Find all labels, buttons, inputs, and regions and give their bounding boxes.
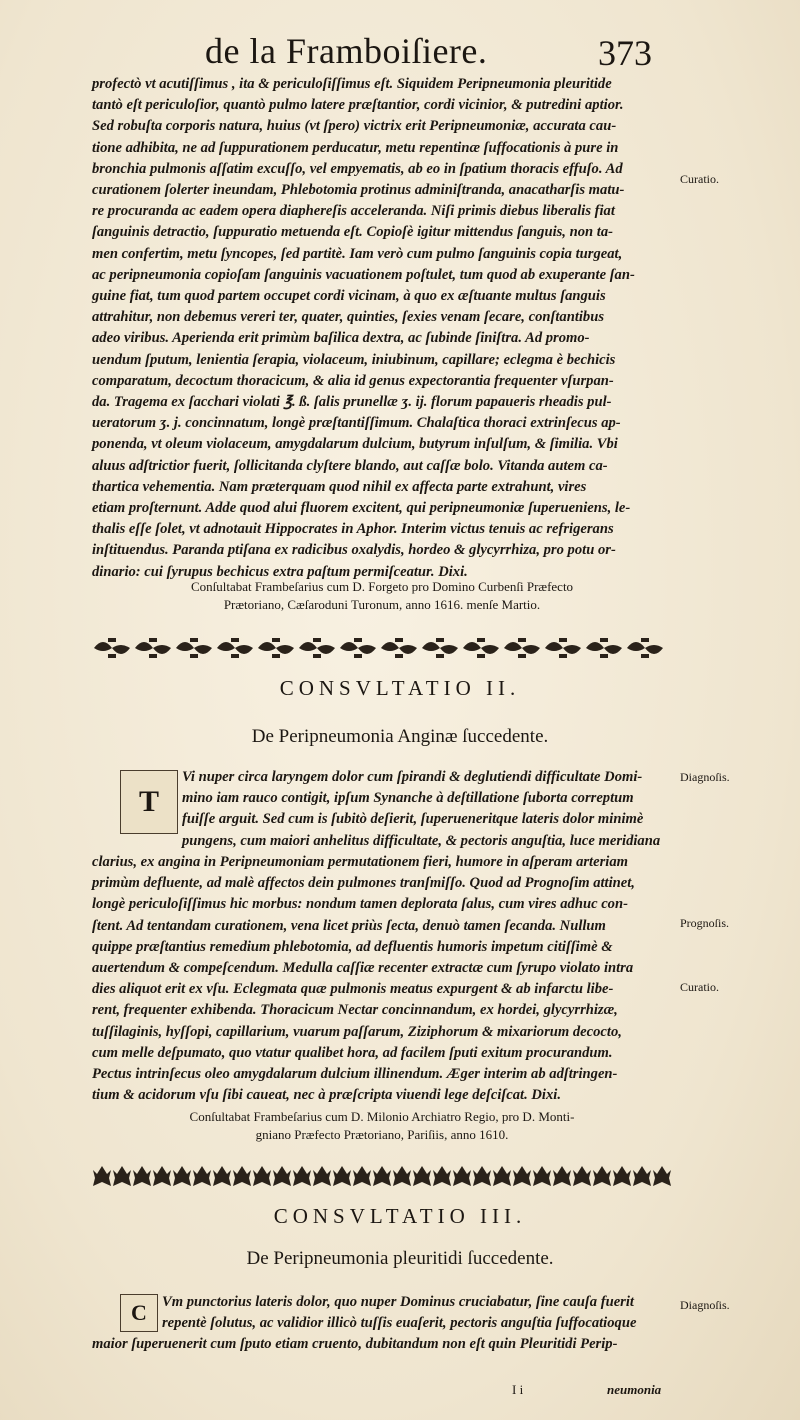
text-line: repentè ſolutus, ac validior illicò tuſſis euaſerit, pectoris anguſtia ſuffocatioque — [162, 1315, 637, 1332]
consultation-3-text — [92, 1334, 672, 1355]
fleuron-icon — [413, 1166, 431, 1186]
consultation-1-text — [92, 74, 672, 583]
fleuron-icon — [533, 1166, 551, 1186]
ornament-band-icon — [92, 1162, 672, 1190]
fleuron-icon — [213, 1166, 231, 1186]
drop-cap-initial — [120, 770, 178, 834]
fleuron-icon — [393, 1166, 411, 1186]
text-line: Vm punctorius lateris dolor, quo nuper Dominus cruciabatur, ſine cauſa fuerit — [162, 1294, 634, 1310]
consultation-2-opening — [182, 767, 672, 852]
signature-line: Conſultabat Frambeſarius cum D. Forgeto pro Domino Curbenſi Præfecto — [190, 579, 574, 594]
fleuron-icon — [299, 638, 335, 658]
text-line: tantò eſt periculoſior, quantò pulmo latere præſtantior, cordi vicinior, & putredini aptior. — [92, 97, 624, 114]
signature-line: Conſultabat Frambeſarius cum D. Milonio Archiatro Regio, pro D. Monti- — [189, 1109, 575, 1124]
text-line: adeo viribus. Aperienda erit primùm baſilica dextra, ac ſubinde ſiniſtra. Ad promo- — [92, 330, 590, 347]
text-line: pungens, cum maiori anhelitus difficultate, & pectoris anguſtia, luce meridiana — [182, 832, 661, 849]
text-line: bronchia pulmonis aſſatim excuſſo, vel empyematis, ab eo in ſpatium thoracis effuſo. Ad — [92, 160, 623, 177]
fleuron-icon — [293, 1166, 311, 1186]
text-line: Vi nuper circa laryngem dolor cum ſpirandi & deglutiendi difficultate Domi- — [182, 769, 643, 785]
text-line: mino iam rauco contigit, ipſum Synanche à deſtillatione ſuborta correptum — [182, 790, 634, 807]
running-head: de la Framboiſiere. — [205, 31, 488, 71]
fleuron-icon — [135, 638, 171, 658]
fleuron-icon — [433, 1166, 451, 1186]
consultation-3-title: CONSVLTATIO III. — [273, 1204, 527, 1228]
fleuron-icon — [453, 1166, 471, 1186]
fleuron-icon — [627, 638, 663, 658]
text-line: curationem ſolerter ineundam, Phlebotomia protinus adminiſtranda, anacatharſis matu- — [92, 182, 625, 199]
fleuron-icon — [313, 1166, 331, 1186]
fleuron-icon — [653, 1166, 671, 1186]
fleuron-icon — [340, 638, 376, 658]
margin-note-prognosis: Prognoſis. — [680, 916, 730, 930]
consultation-3-subtitle: De Peripneumonia pleuritidi ſuccedente. — [246, 1248, 554, 1269]
fleuron-icon — [381, 638, 417, 658]
body-paragraph — [182, 767, 672, 852]
fleuron-icon — [253, 1166, 271, 1186]
text-line: dies aliquot erit ex vſu. Eclegmata quæ pulmonis meatus expurgent & ab infarctu libe- — [92, 981, 614, 998]
fleuron-icon — [258, 638, 294, 658]
text-line: ueratorum ʒ. j. concinnatum, longè præſtantiſſimum. Chalaſtica thoraci extrinſecus ap- — [92, 415, 621, 432]
fleuron-icon — [633, 1166, 651, 1186]
text-line: uendum ſputum, lenientia ſerapia, violaceum, iniubinum, capillare; eclegma è bechicis — [92, 351, 616, 368]
fleuron-icon — [422, 638, 458, 658]
margin-note-diagnosis: Diagnoſis. — [680, 1298, 730, 1312]
drop-cap-letter: T — [138, 785, 159, 818]
fleuron-icon — [133, 1166, 151, 1186]
text-line: dinario: cui ſyrupus bechicus extra paſtum permiſceatur. Dixi. — [92, 563, 468, 580]
text-line: Pectus intrinſecus oleo amygdalarum dulcium illinendum. Æger interim ab adſtringen- — [92, 1066, 618, 1083]
text-line: profectò vt acutiſſimus , ita & periculoſiſſimus eſt. Siquidem Peripneumonia pleuritide — [92, 76, 612, 92]
fleuron-icon — [176, 638, 212, 658]
fleuron-icon — [217, 638, 253, 658]
fleuron-icon — [473, 1166, 491, 1186]
margin-note-diagnosis: Diagnoſis. — [680, 770, 730, 784]
drop-cap-initial — [120, 1294, 158, 1332]
text-line: re procuranda ac eadem opera diaphereſis acceleranda. Niſi primis diebus liberalis fiat — [92, 203, 615, 220]
fleuron-icon — [373, 1166, 391, 1186]
text-line: auertendum & compeſcendum. Medulla caſſiæ recenter extractæ cum ſyrupo violato intra — [92, 960, 634, 977]
body-paragraph — [92, 852, 672, 1106]
text-line: Sed robuſta corporis natura, huius (vt ſpero) victrix erit Peripneumoniæ, accurata cau- — [92, 118, 617, 135]
fleuron-icon — [553, 1166, 571, 1186]
fleuron-icon — [93, 1166, 111, 1186]
consultation-3-opening — [162, 1292, 672, 1334]
fleuron-icon — [504, 638, 540, 658]
fleuron-icon — [586, 638, 622, 658]
text-line: tium & acidorum vſu ſibi caueat, nec à præſcripta viuendi lege deſciſcat. Dixi. — [92, 1087, 561, 1104]
text-line: aluus adſtrictior fuerit, ſollicitanda clyſtere blando, aut caſſæ bolo. Vitanda autem ca- — [92, 457, 608, 474]
text-line: ac peripneumonia copioſam ſanguinis vacuationem poſtulet, tum quod ab exuperante ſan- — [92, 266, 635, 283]
fleuron-icon — [513, 1166, 531, 1186]
fleuron-icon — [573, 1166, 591, 1186]
text-line: primùm defluente, ad malè affectos dein pulmones tranſmiſſo. Quod ad Prognoſim attinet, — [92, 875, 635, 892]
text-line: ſanguinis detractio, ſuppuratio metuenda eſt. Copioſè igitur mittendus ſanguis, non ta- — [92, 224, 613, 241]
margin-note-curatio: Curatio. — [680, 980, 719, 994]
fleuron-icon — [353, 1166, 371, 1186]
margin-note-curatio: Curatio. — [680, 172, 719, 186]
fleuron-icon — [233, 1166, 251, 1186]
text-line: attrahitur, non debemus vereri ter, quater, quinties, ſexies venam ſecare, conſtantibus — [92, 309, 605, 326]
text-line: thartica vehementia. Nam præterquam quod nihil ex affecta parte extrahunt, vires — [92, 478, 587, 495]
signature-mark: I i — [512, 1382, 524, 1397]
text-line: quippe præſtantius remedium phlebotomia, ad defluentis humoris impetum citiſſimè & — [92, 938, 613, 955]
consultation-2-subtitle: De Peripneumonia Anginæ ſuccedente. — [251, 726, 549, 747]
fleuron-icon — [113, 1166, 131, 1186]
text-line: tione adhibita, ne ad ſuppurationem perducatur, metu repentinæ ſuffocationis à pure in — [92, 139, 619, 156]
consultation-2-signature — [92, 1108, 672, 1144]
text-line: etiam proſternunt. Adde quod alui fluorem excitent, qui peripneumoniæ ſuperueniens, le- — [92, 500, 631, 517]
text-line: cum melle deſpumato, quo vtatur qualibet hora, ad facilem ſputi exitum procurandum. — [92, 1044, 613, 1061]
fleuron-icon — [593, 1166, 611, 1186]
signature-line: Prætoriano, Cæſaroduni Turonum, anno 1616. menſe Martio. — [223, 597, 541, 612]
text-line: tuſſilaginis, hyſſopi, capillarium, vuarum paſſarum, Ziziphorum & mixariorum decocto, — [92, 1023, 622, 1040]
catchword: neumonia — [607, 1382, 662, 1397]
fleuron-icon — [193, 1166, 211, 1186]
fleuron-icon — [94, 638, 130, 658]
text-line: comparatum, decoctum thoracicum, & alia id genus expectorantia frequenter vſurpan- — [92, 372, 614, 389]
body-paragraph — [92, 1334, 672, 1355]
signature-line: gniano Præfecto Prætoriano, Pariſiis, anno 1610. — [255, 1127, 509, 1142]
consultation-1-signature — [92, 578, 672, 614]
fleuron-icon — [613, 1166, 631, 1186]
fleuron-icon — [153, 1166, 171, 1186]
consultation-2-title: CONSVLTATIO II. — [279, 676, 521, 700]
body-paragraph — [92, 74, 672, 583]
text-line: guine fiat, tum quod partem occupet cordi vicinam, à quo ex æſtuante multus ſanguis — [92, 288, 606, 305]
text-line: thalis eſſe ſolet, vt adnotauit Hippocrates in Aphor. Interim victus tenuis ac refrigerans — [92, 521, 614, 538]
text-line: fuiſſe arguit. Sed cum is ſubitò deſierit, ſuperueneritque lateris dolor minimè — [182, 811, 644, 828]
ornament-band-icon — [92, 634, 672, 662]
fleuron-icon — [173, 1166, 191, 1186]
consultation-2-text — [92, 852, 672, 1106]
page-number: 373 — [598, 33, 652, 73]
text-line: ponenda, vt oleum violaceum, amygdalarum dulcium, butyrum inſulſum, & ſimilia. Vbi — [92, 436, 618, 453]
text-line: maior ſuperuenerit cum ſputo etiam cruento, dubitandum non eſt quin Pleuritidi Perip- — [92, 1336, 618, 1352]
fleuron-icon — [545, 638, 581, 658]
text-line: clarius, ex angina in Peripneumoniam permutationem fieri, humore in aſperam arteriam — [92, 854, 628, 870]
fleuron-icon — [273, 1166, 291, 1186]
text-line: rent, frequenter exhibenda. Thoracicum Nectar concinnandum, ex hordei, glycyrrhizæ, — [92, 1002, 618, 1019]
text-line: ſtent. Ad tentandam curationem, vena licet priùs ſecta, denuò tamen ſecanda. Nullum — [92, 917, 606, 934]
text-line: inſtituendus. Paranda ptiſana ex radicibus oxalydis, hordeo & glycyrrhiza, pro potu or- — [92, 542, 616, 559]
body-paragraph — [162, 1292, 672, 1334]
text-line: men confertim, metu ſyncopes, ſed partitè. Iam verò cum pulmo ſanguinis copia turgeat, — [92, 245, 623, 262]
fleuron-icon — [493, 1166, 511, 1186]
text-line: longè periculoſiſſimus hic morbus: nondum tamen deplorata ſalus, cum vires adhuc con- — [92, 896, 628, 913]
fleuron-icon — [333, 1166, 351, 1186]
text-line: da. Tragema ex ſacchari violati ℥. ß. ſalis prunellæ ʒ. ij. florum papaueris rheadis pul- — [92, 394, 612, 411]
fleuron-icon — [463, 638, 499, 658]
drop-cap-letter: C — [131, 1300, 147, 1325]
